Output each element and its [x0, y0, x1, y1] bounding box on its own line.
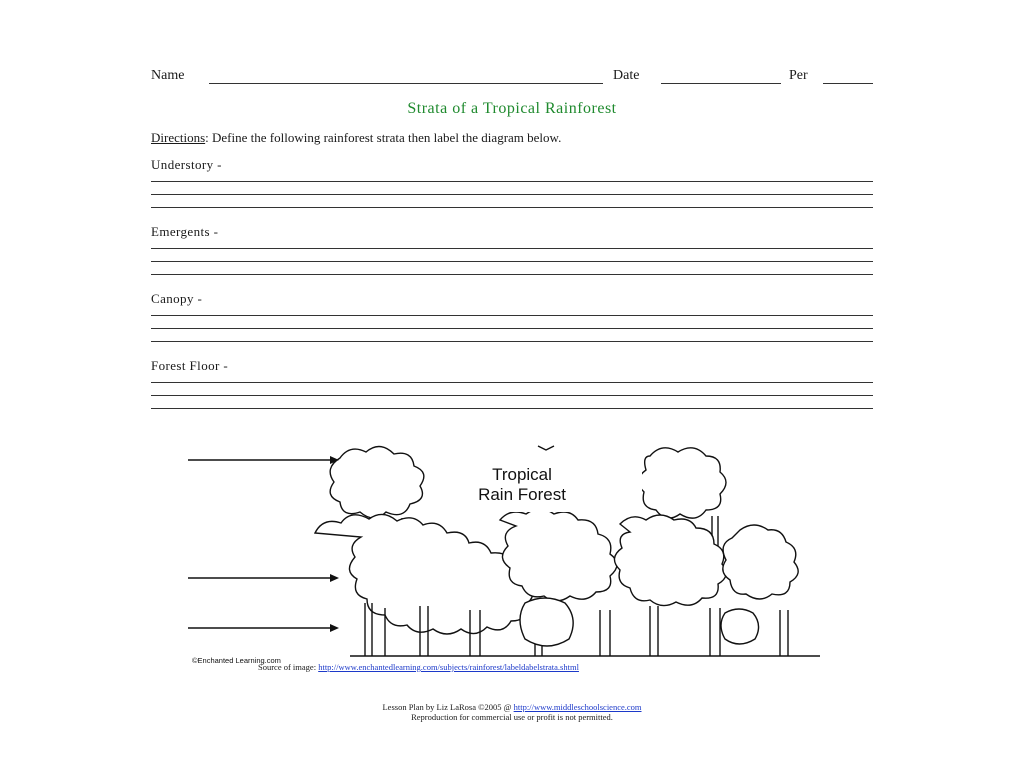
- per-blank: [823, 83, 873, 84]
- footer-line2: Reproduction for commercial use or profit is not permitted.: [411, 712, 613, 722]
- source-link[interactable]: http://www.enchantedlearning.com/subjects/rainforest/labeldabelstrata.shtml: [318, 662, 579, 672]
- answer-line[interactable]: [151, 395, 873, 396]
- answer-line[interactable]: [151, 341, 873, 342]
- arrow-icon: [330, 574, 339, 582]
- per-label: Per: [789, 68, 808, 83]
- header-row: [151, 68, 873, 88]
- directions: [151, 130, 561, 146]
- answer-line[interactable]: [151, 248, 873, 249]
- source-label: Source of image:: [258, 662, 319, 672]
- name-label: Name: [151, 68, 185, 83]
- answer-line[interactable]: [151, 315, 873, 316]
- answer-line[interactable]: [151, 207, 873, 208]
- answer-line[interactable]: [151, 274, 873, 275]
- section-understory-label: Understory -: [151, 157, 222, 172]
- footer-line1: [0, 702, 1024, 712]
- section-emergents-label: Emergents -: [151, 224, 219, 239]
- answer-line[interactable]: [151, 382, 873, 383]
- diagram-title-line2: Rain Forest: [478, 485, 566, 504]
- rainforest-diagram: [180, 438, 840, 666]
- source-credit: [258, 662, 579, 672]
- diagram-title-line1: Tropical: [492, 465, 552, 484]
- worksheet-title: Strata of a Tropical Rainforest: [407, 100, 617, 117]
- arrow-icon: [330, 624, 339, 632]
- answer-line[interactable]: [151, 408, 873, 409]
- directions-text: : Define the following rainforest strata then label the diagram below.: [205, 130, 562, 145]
- date-label: Date: [613, 68, 640, 83]
- directions-label: Directions: [151, 130, 206, 145]
- name-blank: [209, 83, 603, 84]
- section-forest-floor-label: Forest Floor -: [151, 358, 229, 373]
- date-blank: [661, 83, 781, 84]
- footer-credit: Lesson Plan by Liz LaRosa ©2005 @: [382, 702, 514, 712]
- answer-line[interactable]: [151, 181, 873, 182]
- diagram-copyright: ©Enchanted Learning.com: [192, 656, 281, 665]
- understory-trunks-illustration: [365, 598, 788, 656]
- footer-link[interactable]: http://www.middleschoolscience.com: [513, 702, 642, 712]
- answer-line[interactable]: [151, 261, 873, 262]
- answer-line[interactable]: [151, 328, 873, 329]
- section-canopy-label: Canopy -: [151, 291, 203, 306]
- answer-line[interactable]: [151, 194, 873, 195]
